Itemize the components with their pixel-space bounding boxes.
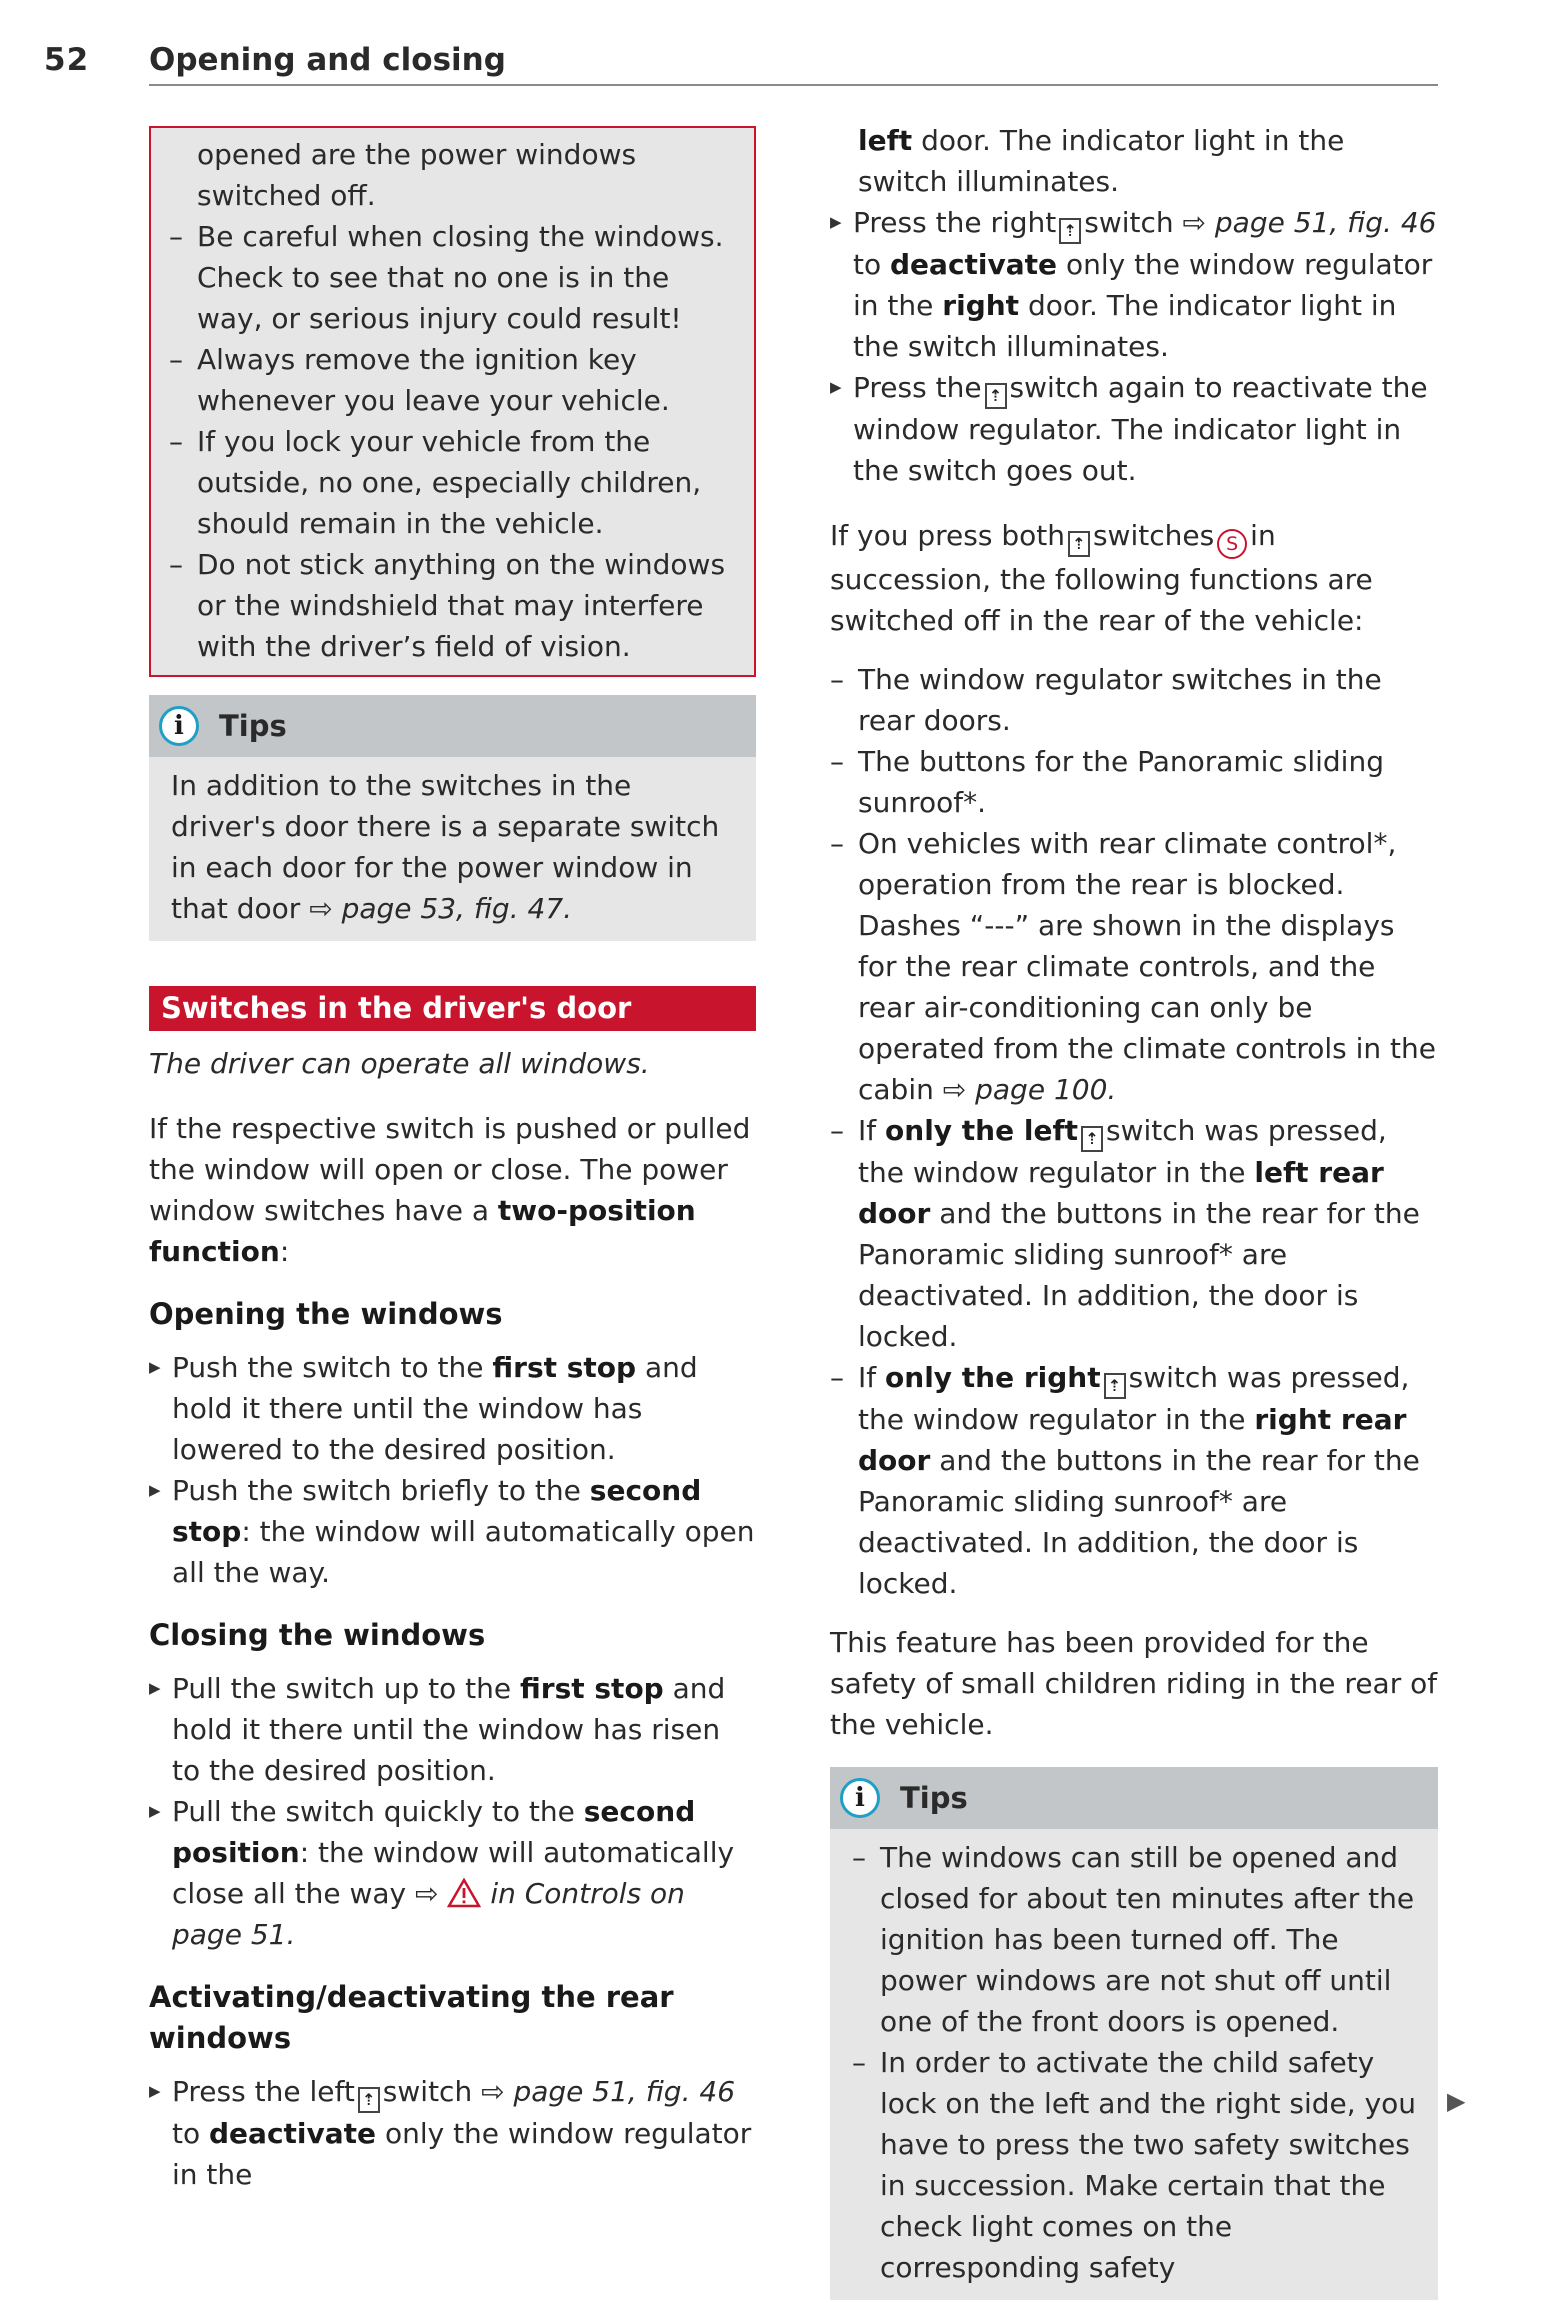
page-header — [0, 0, 1557, 90]
intro-paragraph — [149, 1108, 756, 1272]
text-run: and the buttons in the rear for the Panoramic sliding sunroof* are deactivated. In addition, the door is locked. — [858, 1197, 1420, 1353]
text-run: and hold it there until the window has risen to the desired position. — [172, 1672, 726, 1787]
left-column — [149, 126, 756, 2195]
tips-body — [830, 1829, 1438, 2300]
text-run: switch — [1084, 206, 1174, 239]
warning-item: – If you lock your vehicle from the outside, no one, especially children, should remain in the vehicle. — [169, 421, 732, 544]
text-run: Press the — [853, 371, 982, 404]
info-icon: i — [159, 706, 199, 746]
arrow-glyph: ⇨ — [415, 1877, 439, 1910]
instruction-item — [149, 1791, 756, 1955]
bold-run: second stop — [172, 1474, 702, 1548]
bold-run: left rear door — [858, 1156, 1384, 1230]
list-item — [830, 1357, 1438, 1604]
text-run: and hold it there until the window has lowered to the desired position. — [172, 1351, 698, 1466]
list-item: – The window regulator switches in the rear doors. — [830, 659, 1438, 741]
warning-reference: in Controls on page 51. — [172, 1877, 685, 1951]
warning-item: – Always remove the ignition key whenever you leave your vehicle. — [169, 339, 732, 421]
text-run: : — [279, 1235, 290, 1268]
bold-run: right rear door — [858, 1403, 1407, 1477]
function-list — [830, 659, 1438, 1604]
warning-item: – Be careful when closing the windows. Check to see that no one is in the way, or serious injury could result! — [169, 216, 732, 339]
text-run: If the respective switch is pushed or pulled the window will open or close. The power window switches have a — [149, 1112, 751, 1227]
tips-box-left — [149, 695, 756, 941]
info-icon: i — [840, 1778, 880, 1818]
text-run: in succession, the following functions are switched off in the rear of the vehicle: — [830, 519, 1373, 637]
text-run: If — [858, 1114, 877, 1147]
bold-run: deactivate — [209, 2117, 377, 2150]
page-reference: ⇨ page 53, fig. 47. — [309, 892, 573, 925]
text-run: and the buttons in the rear for the Panoramic sliding sunroof* are deactivated. In addition, the door is locked. — [858, 1444, 1420, 1600]
window-switch-icon: ⇡ — [1059, 218, 1081, 244]
page-reference: ⇨ page 51, fig. 46 — [481, 2075, 736, 2108]
text-run: : the window will automatically close all the way — [172, 1836, 735, 1910]
tips-text: In addition to the switches in the driver's door there is a separate switch in each door for the power window in that door — [171, 769, 720, 925]
text-run: On vehicles with rear climate control*, operation from the rear is blocked. Dashes “---” are shown in the displays for the rear climate controls, and the rear air-conditioning can only be operated from the climate controls in the cabin — [858, 827, 1437, 1106]
warning-triangle-icon — [447, 1878, 481, 1908]
text-run: switch was pressed, the window regulator in the — [858, 1361, 1410, 1436]
instruction-item — [149, 1347, 756, 1470]
right-column — [830, 126, 1438, 2300]
tips-body — [149, 757, 756, 941]
list-item — [830, 1110, 1438, 1357]
section-intro — [149, 1043, 756, 1084]
section-title: Opening and closing — [149, 42, 506, 78]
instruction-item — [830, 202, 1438, 367]
intro-text: The driver can operate all windows. — [149, 1047, 650, 1080]
safety-note: This feature has been provided for the safety of small children riding in the rear of the vehicle. — [830, 1626, 1438, 1741]
section-heading-bar: Switches in the driver's door — [149, 986, 756, 1031]
instruction-item — [149, 1470, 756, 1593]
text-run: Press the right — [853, 206, 1057, 239]
instruction-item — [149, 1668, 756, 1791]
text-run: Press the left — [172, 2075, 355, 2108]
subheading-rear: Activating/deactivating the rear windows — [149, 1980, 674, 2055]
window-switch-icon: ⇡ — [1104, 1373, 1126, 1399]
continue-arrow-icon: ▶ — [1447, 2087, 1466, 2115]
text-run: door. The indicator light in the switch illuminates. — [858, 124, 1345, 198]
tips-item: – In order to activate the child safety lock on the left and the right side, you have to press the two safety switches in succession. Make certain that the check light comes on the corresponding safety — [852, 2042, 1418, 2288]
header-divider — [149, 84, 1438, 86]
subheading-opening: Opening the windows — [149, 1297, 503, 1331]
bold-run: only the left — [885, 1114, 1079, 1147]
bold-run: left — [858, 124, 913, 157]
instruction-continued — [830, 120, 1438, 202]
tips-heading: Tips — [900, 1780, 968, 1815]
instruction-item — [830, 367, 1438, 491]
text-run: to — [172, 2117, 201, 2150]
tips-heading: Tips — [219, 708, 287, 743]
text-run: Push the switch to the — [172, 1351, 484, 1384]
page-number: 52 — [44, 42, 90, 78]
window-switch-icon: ⇡ — [1068, 531, 1090, 557]
text-run: If you press both — [830, 519, 1065, 552]
text-run: switches — [1092, 519, 1215, 552]
bold-run: deactivate — [890, 248, 1058, 281]
text-run: switch — [382, 2075, 473, 2108]
bold-run: first stop — [520, 1672, 664, 1705]
page-reference: ⇨ page 51, fig. 46 — [1182, 206, 1437, 239]
bold-run: right — [942, 289, 1020, 322]
instruction-item — [149, 2071, 756, 2195]
bold-run: second position — [172, 1795, 696, 1869]
window-switch-icon: ⇡ — [985, 383, 1007, 409]
window-switch-icon: ⇡ — [358, 2087, 380, 2113]
text-run: Pull the switch quickly to the — [172, 1795, 575, 1828]
text-run: only the window regulator in the — [172, 2117, 752, 2191]
tips-header — [830, 1767, 1438, 1829]
list-item: – The buttons for the Panoramic sliding sunroof*. — [830, 741, 1438, 823]
text-run: door. The indicator light in the switch illuminates. — [853, 289, 1397, 363]
both-switches-paragraph — [830, 515, 1438, 641]
text-run: : the window will automatically open all the way. — [172, 1515, 755, 1589]
bold-run: two-position function — [149, 1194, 696, 1268]
callout-s-icon: S — [1217, 529, 1247, 559]
warning-continued: opened are the power windows switched off. — [197, 138, 637, 212]
page-reference: ⇨ page 100. — [942, 1073, 1117, 1106]
tips-header — [149, 695, 756, 757]
tips-box-right — [830, 1767, 1438, 2300]
warning-item: – Do not stick anything on the windows or the windshield that may interfere with the driver’s field of vision. — [169, 544, 732, 667]
text-run: to — [853, 248, 882, 281]
bold-run: only the right — [885, 1361, 1101, 1394]
text-run: If — [858, 1361, 877, 1394]
window-switch-icon: ⇡ — [1081, 1126, 1103, 1152]
text-run: switch again to reactivate the window regulator. The indicator light in the switch goes out. — [853, 371, 1428, 487]
warning-box — [149, 126, 756, 677]
text-run: Pull the switch up to the — [172, 1672, 512, 1705]
bold-run: first stop — [492, 1351, 637, 1384]
text-run: Push the switch briefly to the — [172, 1474, 581, 1507]
subheading-closing: Closing the windows — [149, 1618, 486, 1652]
text-run: only the window regulator in the — [853, 248, 1433, 322]
list-item — [830, 823, 1438, 1110]
text-run: switch was pressed, the window regulator in the — [858, 1114, 1387, 1189]
tips-item: – The windows can still be opened and closed for about ten minutes after the ignition has been turned off. The power windows are not shut off until one of the front doors is opened. — [852, 1837, 1418, 2042]
